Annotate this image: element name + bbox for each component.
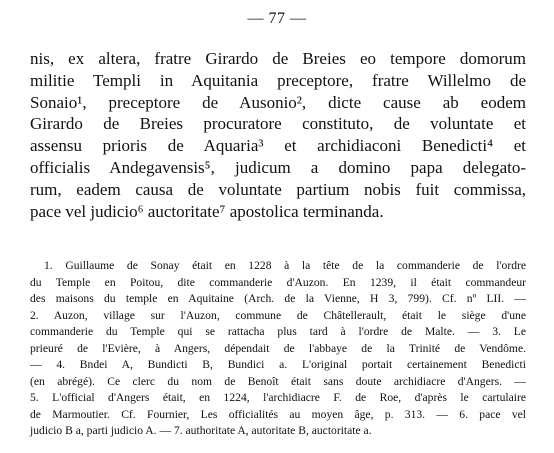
main-text-line: assensu prioris de Aquaria³ et archidiaconi Benedicti⁴ et (30, 136, 526, 156)
footnote-line: judicio B a, parti judicio A. — 7. authoritate A, autoritate B, auctoritate a. (30, 424, 372, 438)
footnote-line: commanderie du Temple qui se rattacha plus tard à l'ordre de Malte. — 3. Le (30, 325, 526, 339)
footnote-line: — 4. Bndei A, Bundicti B, Bundici a. L'original portait certainement Benedicti (30, 358, 526, 372)
main-text-line: pace vel judicio⁶ auctoritate⁷ apostolica terminanda. (30, 201, 384, 221)
footnote-line: 2. Auzon, village sur l'Auzon, commune de Châtellerault, était le siège d'une (30, 308, 526, 322)
main-text-line: Girardo de Breies procuratore constituto, de voluntate et (30, 114, 526, 134)
footnote-line: prieuré de l'Evière, à Angers, dépendait de l'abbaye de la Trinité de Vendôme. (30, 341, 526, 355)
footnote-line: du Temple en Poitou, dite commanderie d'Auzon. En 1239, il était commandeur (30, 275, 526, 289)
page-number: — 77 — (247, 10, 307, 27)
footnotes-block (30, 258, 526, 440)
main-text-line: Sonaio¹, preceptore de Ausonio², dicte cause ab eodem (30, 92, 526, 112)
main-text-block (30, 48, 526, 222)
footnote-line: 1. Guillaume de Sonay était en 1228 à la tête de la commanderie de l'ordre (44, 259, 526, 272)
footnote-line: 5. L'official d'Angers était, en 1224, l'archidiacre F. de Roe, d'après le cartulaire (30, 391, 526, 405)
main-text-line: militie Templi in Aquitania preceptore, fratre Willelmo de (30, 70, 526, 90)
main-text-line: rum, eadem causa de voluntate partium nobis fuit commissa, (30, 179, 526, 199)
main-text-line: officialis Andegavensis⁵, judicum a domino papa delegato- (30, 157, 526, 177)
footnote-line: (en abrégé). Ce clerc du nom de Benoît était sans doute archidiacre d'Angers. — (30, 374, 526, 388)
footnote-line: des maisons du temple en Aquitaine (Arch. de la Vienne, H 3, 799). Cf. nº LII. — (30, 292, 526, 306)
footnote-line: de Marmoutier. Cf. Fournier, Les officialités au moyen âge, p. 313. — 6. pace vel (30, 407, 526, 421)
main-text-line: nis, ex altera, fratre Girardo de Breies eo tempore domorum (30, 49, 526, 68)
